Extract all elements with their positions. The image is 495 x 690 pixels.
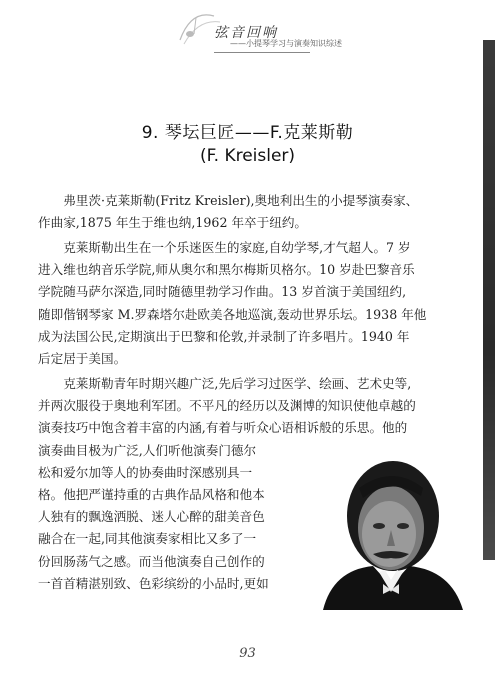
text-line: 人独有的飘逸洒脱、迷人心醉的甜美音色: [38, 509, 265, 525]
text-line: 演奏曲目极为广泛,人们听他演奏门德尔: [38, 442, 257, 458]
text-line: 格。他把严谨持重的古典作品风格和他本: [38, 487, 265, 503]
text-line: 后定居于美国。: [38, 351, 127, 367]
portrait-photo-icon: [303, 458, 463, 610]
page-number: 93: [239, 646, 256, 661]
paragraph-2: [38, 237, 456, 370]
text-line: 克莱斯勒出生在一个乐迷医生的家庭,自幼学琴,才气超人。7 岁: [63, 240, 411, 255]
text-line: 一首首精湛别致、色彩缤纷的小品时,更如: [38, 575, 269, 591]
text-line: 成为法国公民,定期演出于巴黎和伦敦,并录制了许多唱片。1940 年: [38, 328, 410, 344]
text-line: 并两次服役于奥地利军团。不平凡的经历以及渊博的知识使他卓越的: [38, 398, 416, 414]
text-line: 进入维也纳音乐学院,师从奥尔和黑尔梅斯贝格尔。10 岁赴巴黎音乐: [38, 262, 415, 278]
paragraph-1: [38, 190, 456, 234]
text-line: 演奏技巧中饱含着丰富的内涵,有着与听众心语相诉般的乐思。他的: [38, 420, 408, 436]
text-line: 随即偕钢琴家 M.罗森塔尔赴欧美各地巡演,轰动世界乐坛。1938 年他: [38, 306, 427, 322]
text-line: 学院随马萨尔深造,同时随德里勃学习作曲。13 岁首演于美国纽约,: [38, 284, 407, 300]
running-header-subtitle: ——小提琴学习与演奏知识综述: [230, 39, 342, 48]
running-header-title: 弦音回响: [214, 25, 278, 41]
header-rule: [214, 52, 310, 53]
section-subtitle: (F. Kreisler): [199, 146, 296, 166]
text-line: 松和爱尔加等人的协奏曲时深感别具一: [38, 464, 253, 480]
text-line: 份回肠荡气之感。而当他演奏自己创作的: [38, 553, 265, 569]
text-line: 融合在一起,同其他演奏家相比又多了一: [38, 531, 257, 547]
text-line: 作曲家,1875 年生于维也纳,1962 年卒于纽约。: [38, 215, 308, 231]
text-line: 克莱斯勒青年时期兴趣广泛,先后学习过医学、绘画、艺术史等,: [63, 376, 412, 391]
section-title: 9. 琴坛巨匠——F.克莱斯勒: [141, 123, 354, 143]
text-line: 弗里茨·克莱斯勒(Fritz Kreisler),奥地利出生的小提琴演奏家、: [63, 193, 419, 208]
